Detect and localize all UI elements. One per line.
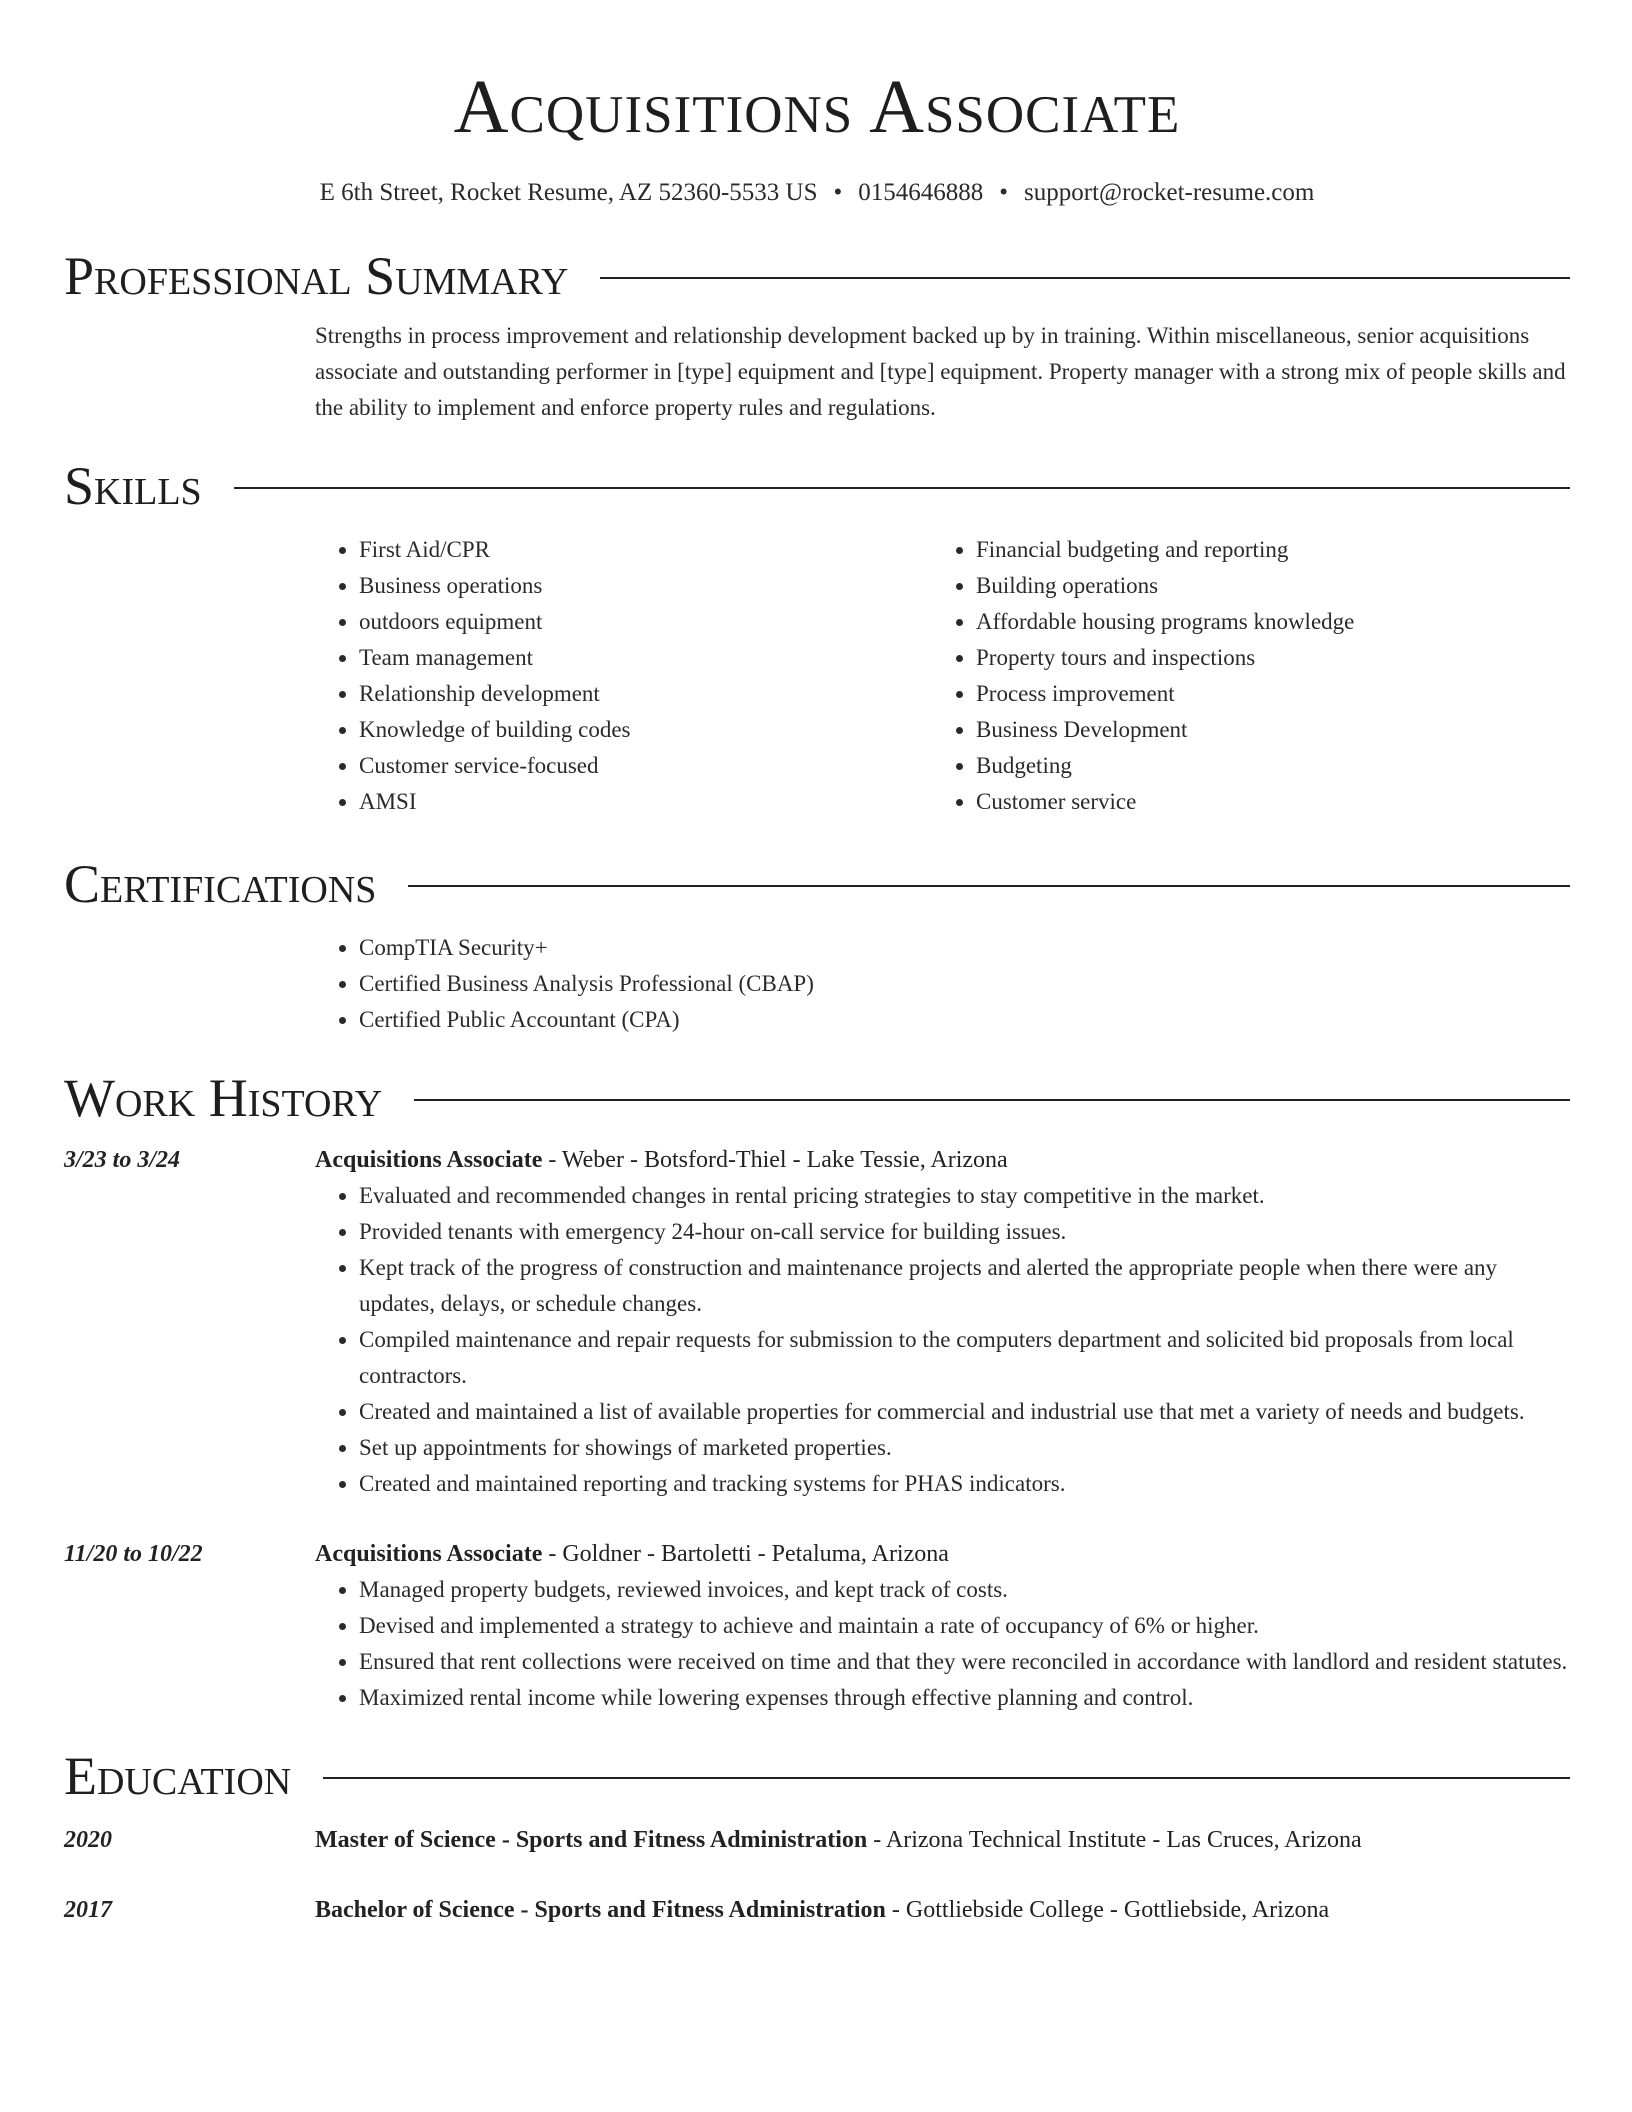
job-bullets — [315, 1178, 1570, 1502]
address: E 6th Street, Rocket Resume, AZ 52360-5533 US — [319, 179, 818, 206]
job-role: Acquisitions Associate — [315, 1147, 543, 1173]
work-title: Work History — [64, 1068, 383, 1128]
skill-item: • Building operations — [976, 568, 1549, 604]
skills-title: Skills — [64, 456, 202, 516]
certifications-list — [315, 930, 1570, 1038]
job-bullets — [315, 1572, 1570, 1716]
skill-item: • Financial budgeting and reporting — [976, 532, 1549, 568]
job-dates: 11/20 to 10/22 — [64, 1541, 203, 1567]
separator-dot: • — [833, 179, 843, 206]
skills-section-header — [64, 454, 1570, 518]
email: support@rocket-resume.com — [1024, 179, 1315, 206]
section-divider — [414, 1099, 1570, 1101]
skill-item: • Knowledge of building codes — [359, 712, 932, 748]
job-heading — [315, 1536, 1570, 1572]
education-entry — [64, 1892, 1570, 1928]
certification-item: • Certified Public Accountant (CPA) — [359, 1002, 1570, 1038]
skill-item: • Budgeting — [976, 748, 1549, 784]
job-company: - Weber - Botsford-Thiel - Lake Tessie, Arizona — [542, 1147, 1008, 1173]
job-dates: 3/23 to 3/24 — [64, 1147, 181, 1173]
skill-item: • Customer service-focused — [359, 748, 932, 784]
education-degree: Master of Science - Sports and Fitness Administration — [315, 1827, 868, 1853]
education-entry — [64, 1822, 1570, 1858]
certifications-title: Certifications — [64, 854, 377, 914]
section-divider — [408, 885, 1570, 887]
job-entry — [64, 1536, 1570, 1716]
skill-item: • outdoors equipment — [359, 604, 932, 640]
education-year: 2020 — [64, 1827, 112, 1853]
skill-item: • Business operations — [359, 568, 932, 604]
skill-item: • Property tours and inspections — [976, 640, 1549, 676]
education-section-header — [64, 1744, 1570, 1808]
education-year: 2017 — [64, 1897, 112, 1923]
job-body — [315, 1536, 1570, 1716]
education-body — [315, 1892, 1570, 1928]
separator-dot: • — [999, 179, 1009, 206]
education-title: Education — [64, 1746, 292, 1806]
education-degree: Bachelor of Science - Sports and Fitness Administration — [315, 1897, 886, 1923]
job-company: - Goldner - Bartoletti - Petaluma, Arizona — [542, 1541, 949, 1567]
summary-section-header — [64, 244, 1570, 308]
job-role: Acquisitions Associate — [315, 1541, 543, 1567]
job-bullet: • Created and maintained a list of available properties for commercial and industrial use that met a variety of needs and budgets. — [359, 1394, 1570, 1430]
candidate-name: Acquisitions Associate — [453, 65, 1181, 149]
contact-line — [64, 176, 1570, 210]
education-school: - Arizona Technical Institute - Las Cruces, Arizona — [867, 1827, 1362, 1853]
section-divider — [234, 487, 1570, 489]
job-bullet: • Ensured that rent collections were received on time and that they were reconciled in accordance with landlord and resident statutes. — [359, 1644, 1570, 1680]
job-bullet: • Devised and implemented a strategy to achieve and maintain a rate of occupancy of 6% or higher. — [359, 1608, 1570, 1644]
job-bullet: • Provided tenants with emergency 24-hour on-call service for building issues. — [359, 1214, 1570, 1250]
skill-item: • Relationship development — [359, 676, 932, 712]
skills-column-left — [315, 532, 932, 820]
skill-item: • Team management — [359, 640, 932, 676]
skill-item: • Process improvement — [976, 676, 1549, 712]
job-bullet: • Compiled maintenance and repair requests for submission to the computers department and solicited bid proposals from local contractors. — [359, 1322, 1570, 1394]
education-body — [315, 1822, 1570, 1858]
skill-item: • First Aid/CPR — [359, 532, 932, 568]
summary-content — [315, 318, 1570, 426]
job-bullet: • Kept track of the progress of construction and maintenance projects and alerted the appropriate people when there were any updates, delays, or schedule changes. — [359, 1250, 1570, 1322]
job-bullet: • Created and maintained reporting and tracking systems for PHAS indicators. — [359, 1466, 1570, 1502]
job-bullet: • Set up appointments for showings of marketed properties. — [359, 1430, 1570, 1466]
summary-title: Professional Summary — [64, 246, 569, 306]
job-bullet: • Evaluated and recommended changes in rental pricing strategies to stay competitive in the market. — [359, 1178, 1570, 1214]
skill-item: • Business Development — [976, 712, 1549, 748]
section-divider — [323, 1777, 1570, 1779]
skills-column-right — [932, 532, 1549, 820]
resume-page — [64, 0, 1570, 1928]
work-section-header — [64, 1066, 1570, 1130]
skills-list — [315, 532, 1570, 820]
certification-item: • CompTIA Security+ — [359, 930, 1570, 966]
education-school: - Gottliebside College - Gottliebside, Arizona — [885, 1897, 1330, 1923]
skill-item: • Affordable housing programs knowledge — [976, 604, 1549, 640]
certifications-section-header — [64, 852, 1570, 916]
job-bullet: • Managed property budgets, reviewed invoices, and kept track of costs. — [359, 1572, 1570, 1608]
section-divider — [600, 277, 1570, 279]
skill-item: • AMSI — [359, 784, 932, 820]
job-heading — [315, 1142, 1570, 1178]
skill-item: • Customer service — [976, 784, 1549, 820]
certification-item: • Certified Business Analysis Professional (CBAP) — [359, 966, 1570, 1002]
job-body — [315, 1142, 1570, 1502]
job-entry — [64, 1142, 1570, 1502]
phone: 0154646888 — [858, 179, 984, 206]
job-bullet: • Maximized rental income while lowering expenses through effective planning and control. — [359, 1680, 1570, 1716]
summary-text: Strengths in process improvement and relationship development backed up by in training. Within miscellaneous, senior acquisitions associate and outstanding performer in [type] equipment and [type] equipment. Property manager with a strong mix of people skills and the ability to implement and enforce property rules and regulations. — [315, 323, 1566, 420]
